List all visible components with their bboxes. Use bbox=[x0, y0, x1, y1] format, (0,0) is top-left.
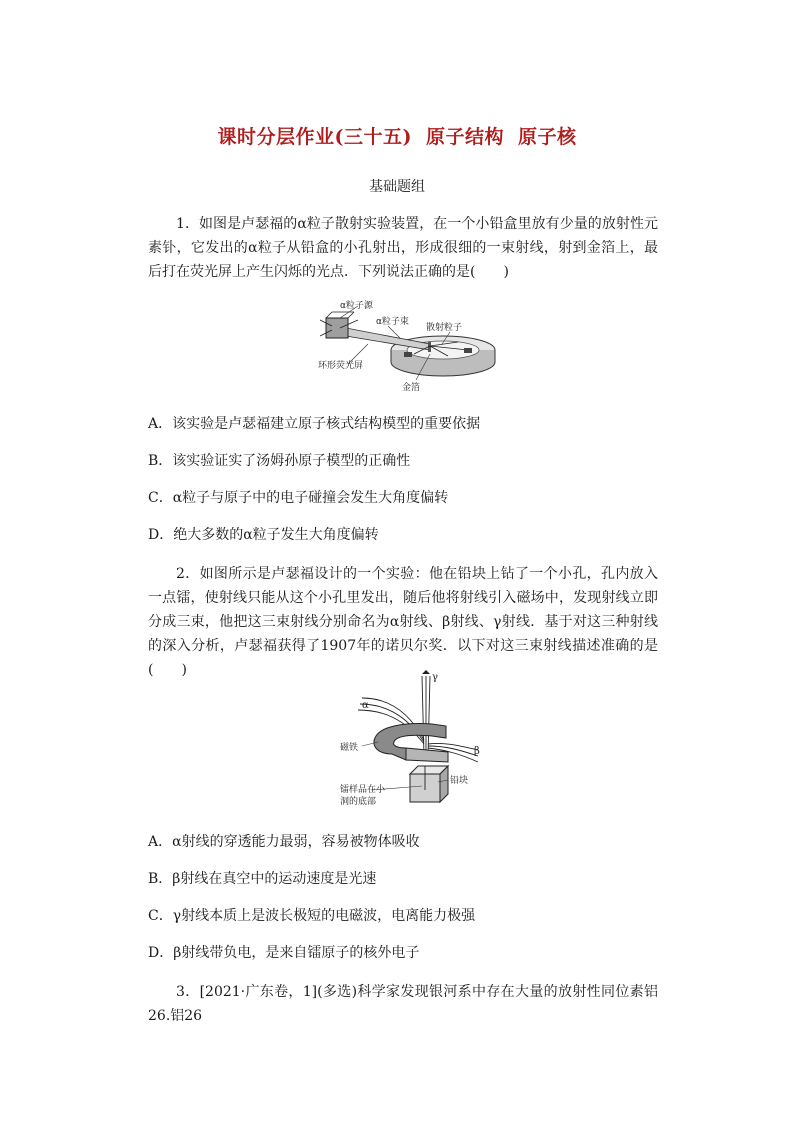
title-main: 课时分层作业(三十五) bbox=[217, 126, 412, 148]
label-gamma-ray: γ bbox=[432, 672, 438, 683]
title-topic-1: 原子结构 bbox=[425, 126, 504, 148]
question-1-option-a: A．该实验是卢瑟福建立原子核式结构模型的重要依据 bbox=[148, 416, 481, 432]
question-1-option-d: D．绝大多数的α粒子发生大角度偏转 bbox=[148, 527, 379, 543]
page-title bbox=[0, 122, 794, 149]
label-radium-sample-1: 镭样品在小 bbox=[340, 785, 386, 795]
label-magnet: 磁铁 bbox=[340, 743, 359, 753]
question-1-option-b: B．该实验证实了汤姆孙原子模型的正确性 bbox=[148, 453, 411, 469]
question-3-stem: 3．[2021·广东卷，1](多选)科学家发现银河系中存在大量的放射性同位素铝26.铝26 bbox=[148, 984, 658, 1024]
scattering-apparatus-drawing bbox=[318, 298, 508, 394]
title-topic-2: 原子核 bbox=[517, 126, 577, 148]
question-2-option-a: A．α射线的穿透能力最弱，容易被物体吸收 bbox=[148, 834, 420, 850]
radiation-magnet-figure bbox=[336, 670, 486, 818]
question-2-option-d: D．β射线带负电，是来自镭原子的核外电子 bbox=[148, 945, 420, 961]
question-2-option-c: C．γ射线本质上是波长极短的电磁波，电离能力极强 bbox=[148, 908, 476, 924]
question-1-stem: 1．如图是卢瑟福的α粒子散射实验装置，在一个小铅盒里放有少量的放射性元素钋，它发出的α粒子从铅盒的小孔射出，形成很细的一束射线，射到金箔上，最后打在荧光屏上产生闪烁的光点．下列说法正确的是( ) bbox=[148, 216, 658, 280]
label-alpha-ray: α bbox=[362, 700, 369, 711]
label-radium-sample-2: 洞的底部 bbox=[340, 797, 377, 807]
label-lead-block: 铅块 bbox=[450, 776, 469, 786]
question-2-option-b: B．β射线在真空中的运动速度是光速 bbox=[148, 871, 377, 887]
rutherford-scattering-figure bbox=[318, 298, 508, 394]
label-beta-ray: β bbox=[474, 746, 480, 757]
label-alpha-source: α粒子源 bbox=[340, 301, 373, 311]
label-alpha-beam: α粒子束 bbox=[376, 317, 409, 327]
label-fluorescent-screen: 环形荧光屏 bbox=[318, 361, 364, 371]
label-scattered-particles: 散射粒子 bbox=[426, 323, 463, 333]
label-gold-foil: 金箔 bbox=[402, 383, 421, 393]
section-heading: 基础题组 bbox=[369, 179, 425, 195]
magnet-radiation-drawing bbox=[336, 670, 486, 818]
question-1-option-c: C．α粒子与原子中的电子碰撞会发生大角度偏转 bbox=[148, 490, 449, 506]
question-2-stem: 2．如图所示是卢瑟福设计的一个实验：他在铅块上钻了一个小孔，孔内放入一点镭，使射线只能从这个小孔里发出，随后他将射线引入磁场中，发现射线立即分成三束，他把这三束射线分别命名为α射线、β射线、γ射线．基于对这三种射线的深入分析，卢瑟福获得了1907年的诺贝尔奖．以下对这三束射线描述准确的是( ) bbox=[148, 566, 658, 678]
